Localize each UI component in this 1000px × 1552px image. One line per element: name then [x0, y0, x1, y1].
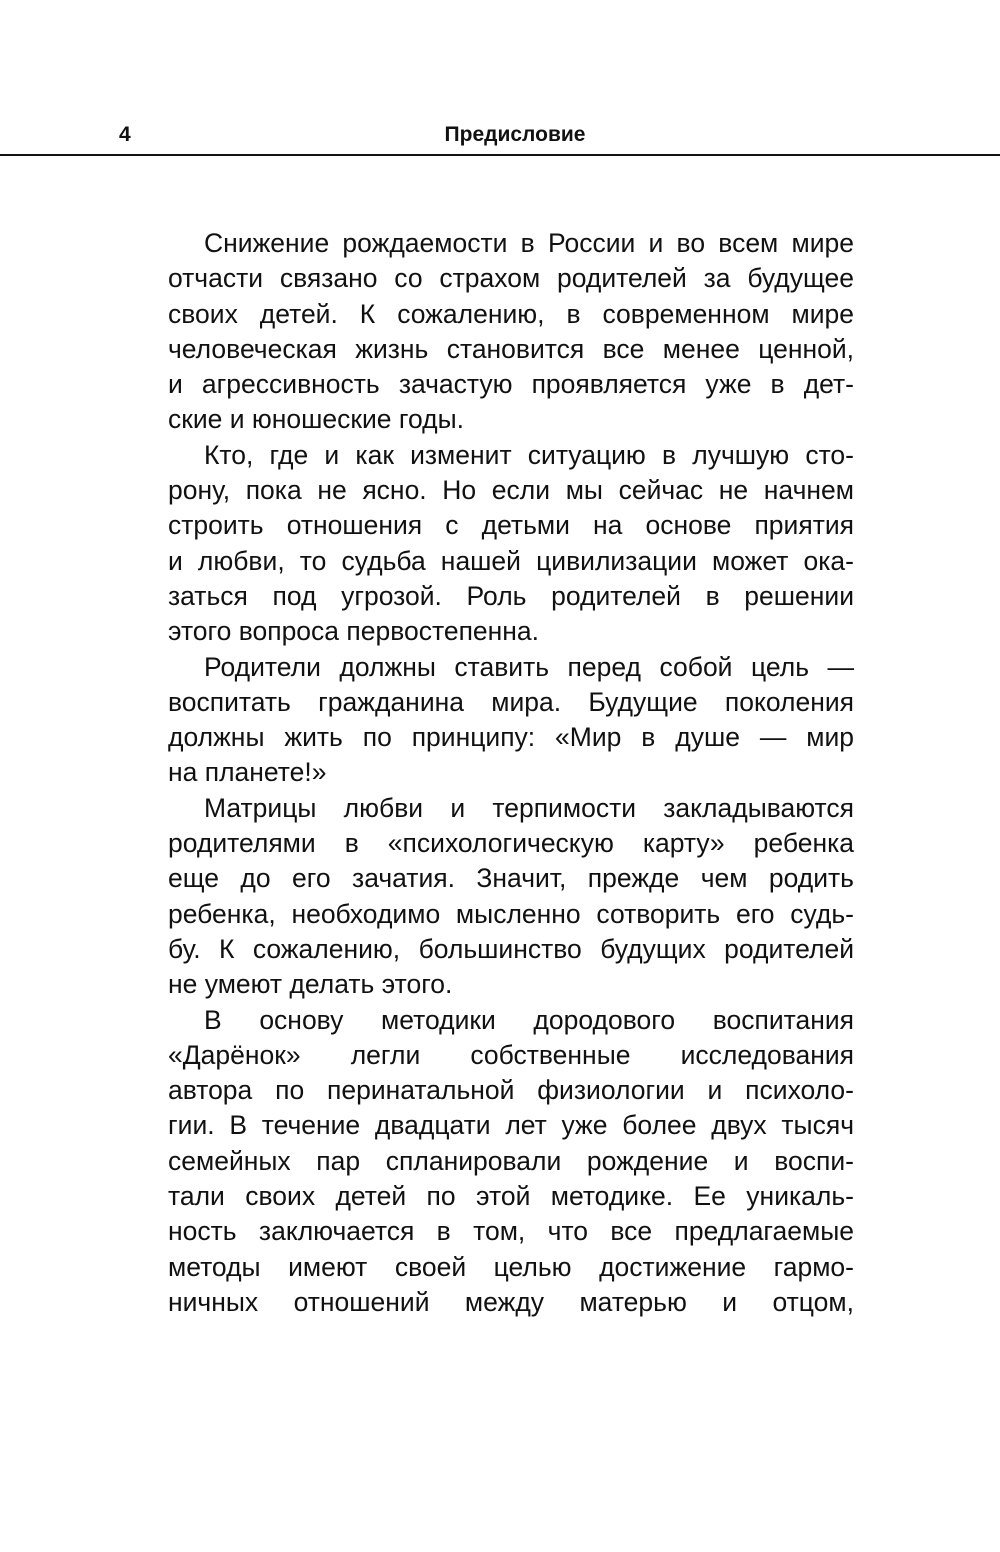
text-line: заться под угрозой. Роль родителей в решении [168, 580, 854, 611]
text-line: и любви, то судьба нашей цивилизации может ока- [168, 545, 854, 576]
text-line: воспитать гражданина мира. Будущие поколения [168, 686, 854, 717]
paragraph-5 [168, 1003, 854, 1321]
section-title: Предисловие [444, 123, 586, 146]
text-line: ские и юношеские годы. [168, 404, 465, 435]
text-line: рону, пока не ясно. Но если мы сейчас не начнем [168, 475, 854, 506]
text-line: отчасти связано со страхом родителей за будущее [168, 263, 854, 294]
running-head [0, 118, 1000, 156]
text-line: В основу методики дородового воспитания [204, 1004, 854, 1035]
text-line: Матрицы любви и терпимости закладываются [204, 792, 854, 823]
text-line: семейных пар спланировали рождение и воспи- [168, 1145, 854, 1176]
text-line: строить отношения с детьми на основе приятия [168, 510, 854, 541]
paragraph-2 [168, 438, 854, 650]
text-line: должны жить по принципу: «Мир в душе — мир [168, 722, 854, 753]
text-line: на планете!» [168, 757, 327, 788]
text-line: методы имеют своей целью достижение гармо- [168, 1251, 854, 1282]
text-line: и агрессивность зачастую проявляется уже в дет- [168, 369, 854, 400]
paragraph-3 [168, 650, 854, 791]
text-line: гии. В течение двадцати лет уже более двух тысяч [168, 1110, 854, 1141]
text-line: Снижение рождаемости в России и во всем мире [204, 228, 854, 258]
paragraph-4 [168, 791, 854, 1003]
text-line: не умеют делать этого. [168, 969, 453, 1000]
text-line: человеческая жизнь становится все менее ценной, [168, 333, 854, 364]
body-text [168, 226, 854, 1320]
text-line: ребенка, необходимо мысленно сотворить его судь- [168, 898, 854, 929]
text-line: бу. К сожалению, большинство будущих родителей [168, 933, 854, 964]
text-line: ность заключается в том, что все предлагаемые [168, 1216, 854, 1247]
text-line: автора по перинатальной физиологии и психоло- [168, 1075, 854, 1106]
text-line: Кто, где и как изменит ситуацию в лучшую сто- [204, 439, 854, 470]
page-number: 4 [119, 123, 131, 146]
text-line: родителями в «психологическую карту» ребенка [168, 828, 854, 859]
paragraph-1 [168, 226, 854, 438]
text-line: еще до его зачатия. Значит, прежде чем родить [168, 863, 854, 894]
text-line: этого вопроса первостепенна. [168, 616, 540, 647]
text-line: Родители должны ставить перед собой цель — [204, 651, 854, 682]
text-line: «Дарёнок» легли собственные исследования [168, 1039, 854, 1070]
text-line: своих детей. К сожалению, в современном мире [168, 298, 854, 329]
text-line: тали своих детей по этой методике. Ее уникаль- [168, 1181, 854, 1212]
text-line: ничных отношений между матерью и отцом, [168, 1286, 854, 1317]
